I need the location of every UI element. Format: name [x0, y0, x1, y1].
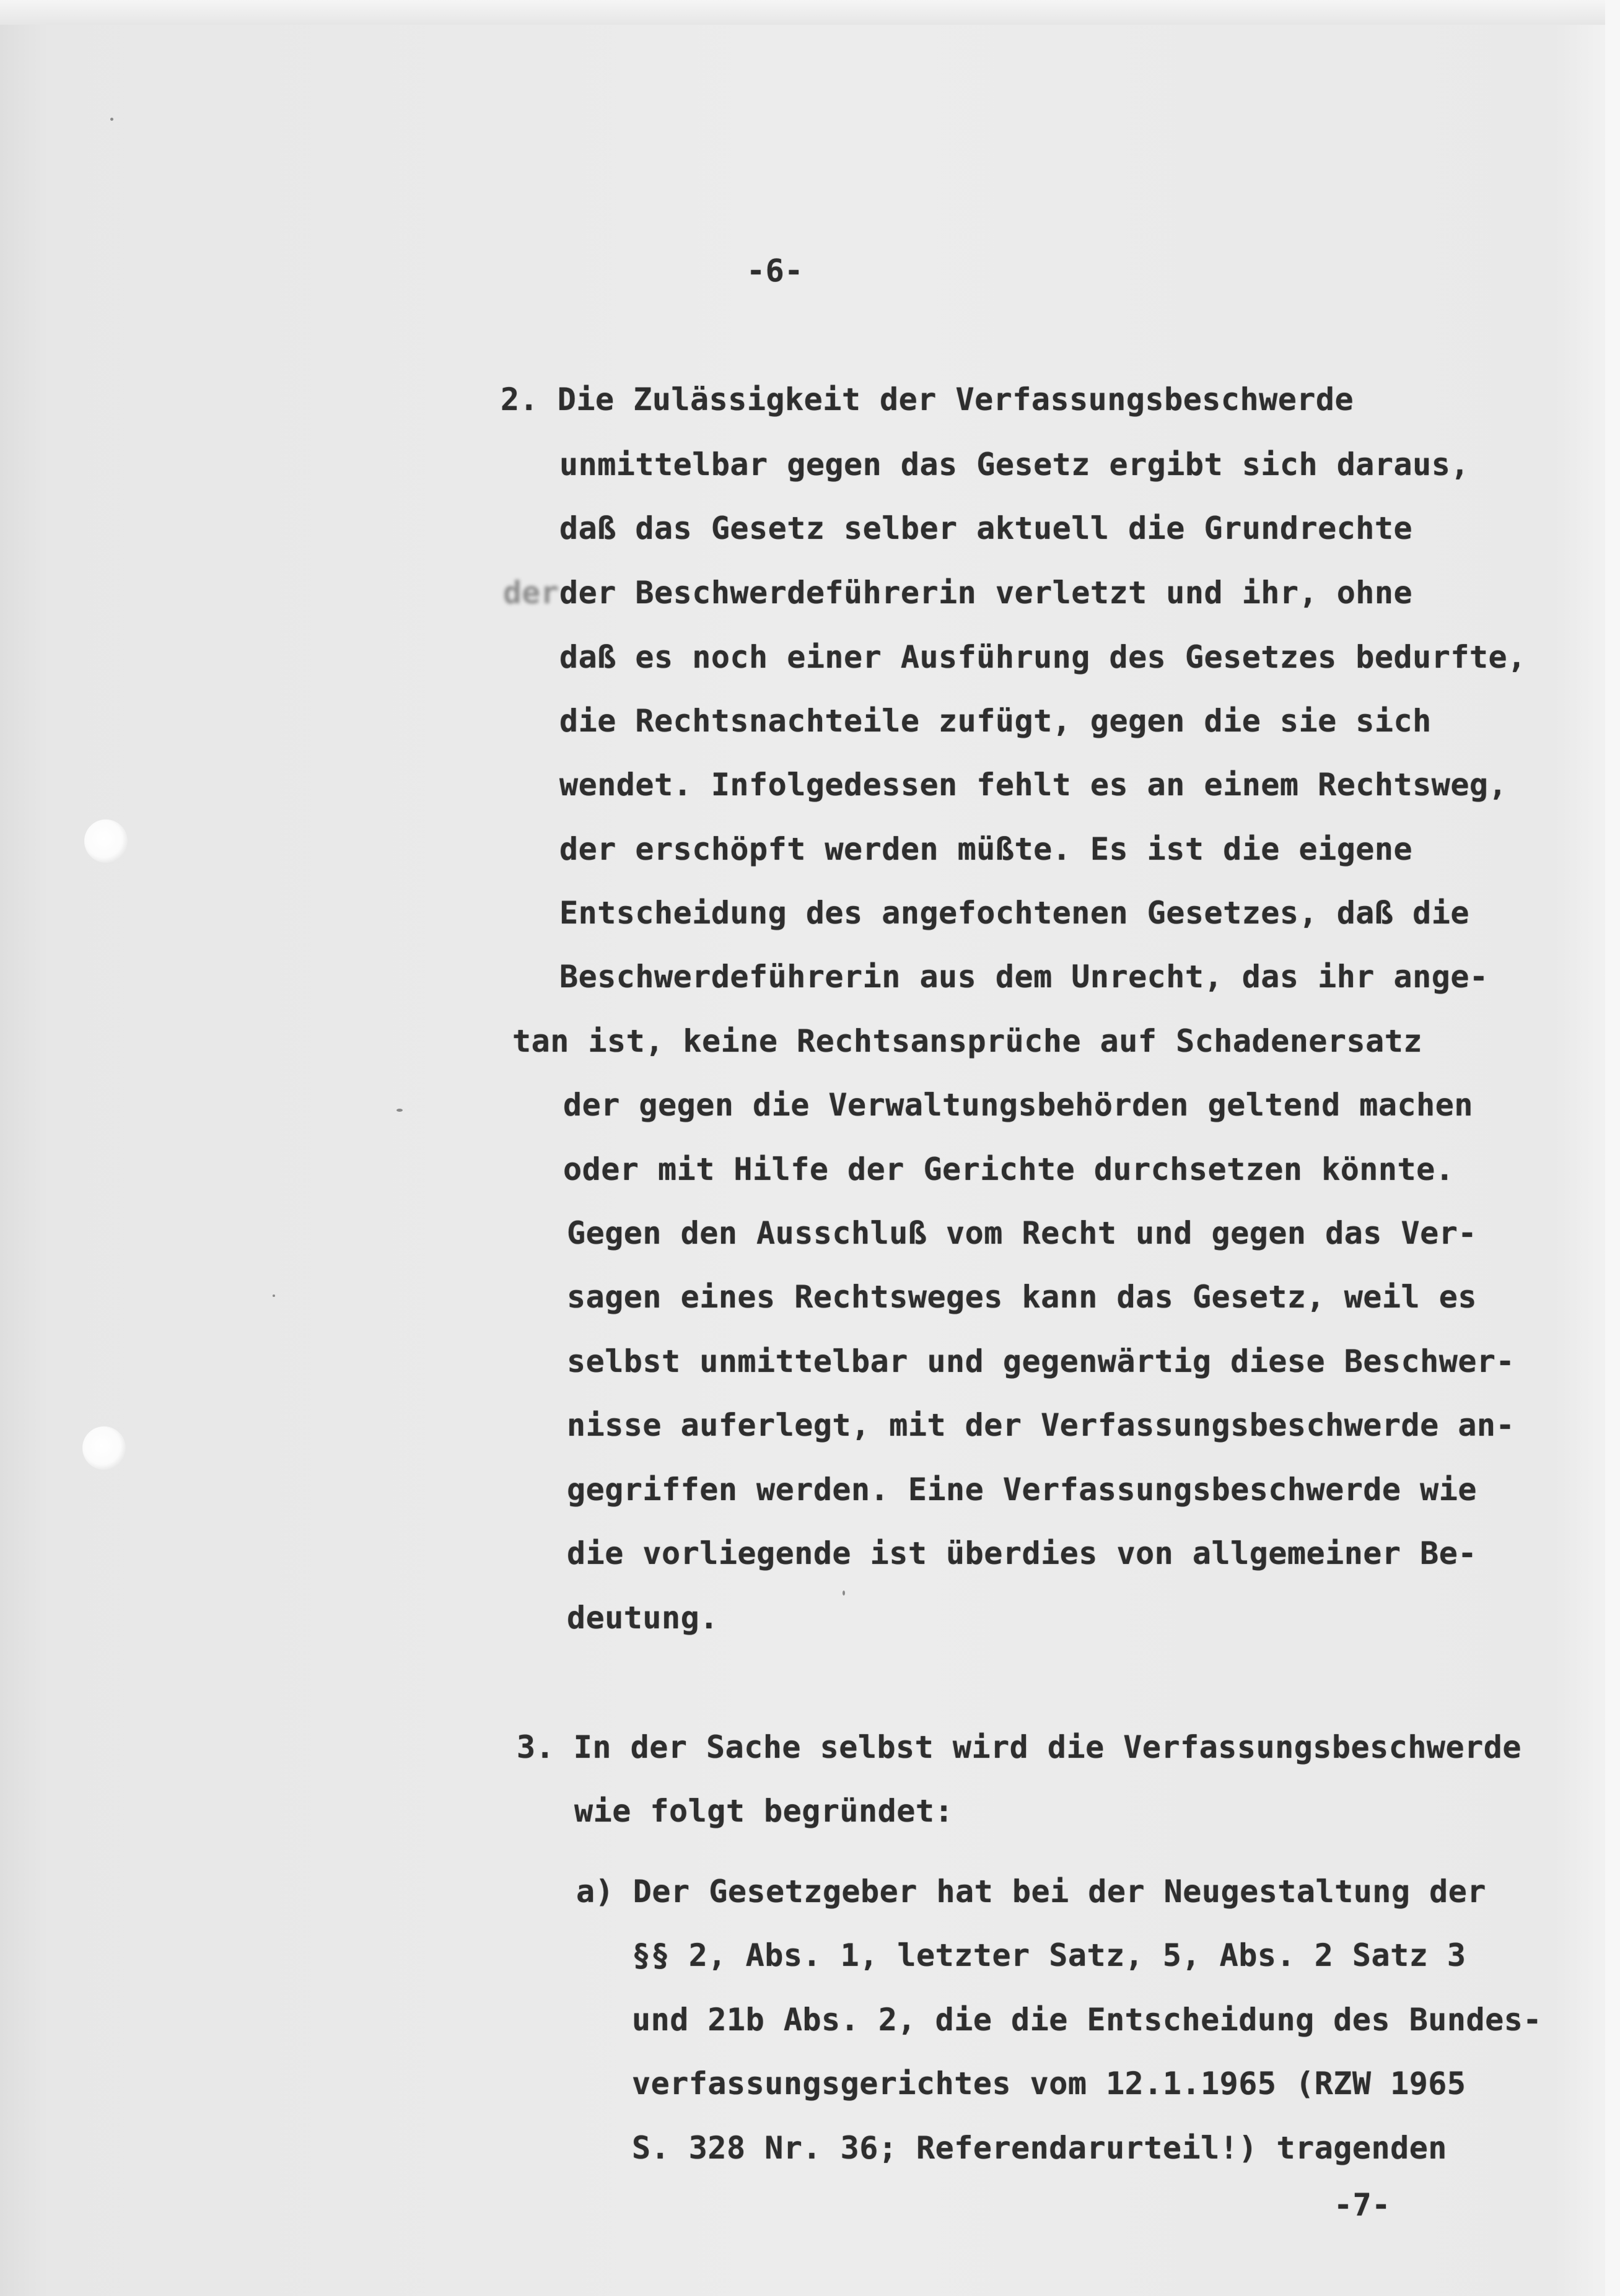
item2-line-10: Beschwerdeführerin aus dem Unrecht, das ihr ange-: [559, 959, 1489, 995]
item2-line-7: wendet. Infolgedessen fehlt es an einem Rechtsweg,: [559, 767, 1508, 803]
page-number: -6-: [747, 253, 803, 289]
item2-line-3: daß das Gesetz selber aktuell die Grundrechte: [559, 510, 1413, 546]
next-page-marker: -7-: [1334, 2187, 1391, 2223]
item2-line-17: nisse auferlegt, mit der Verfassungsbeschwerde an-: [567, 1407, 1515, 1443]
item2-line-8: der erschöpft werden müßte. Es ist die eigene: [559, 831, 1413, 867]
item2-line-1: 2. Die Zulässigkeit der Verfassungsbeschwerde: [501, 382, 1354, 417]
item2-line-13: oder mit Hilfe der Gerichte durchsetzen könnte.: [563, 1151, 1455, 1187]
smudged-duplicate-text: der: [503, 575, 559, 611]
item3a-line-4: verfassungsgerichtes vom 12.1.1965 (RZW 1965: [632, 2066, 1466, 2102]
item2-line-5: daß es noch einer Ausführung des Gesetzes bedurfte,: [559, 639, 1526, 675]
item2-line-11: tan ist, keine Rechtsansprüche auf Schadenersatz: [512, 1023, 1422, 1059]
item2-line-9: Entscheidung des angefochtenen Gesetzes, daß die: [559, 895, 1469, 931]
punch-hole-upper: [84, 819, 128, 863]
scan-speck: [273, 1294, 275, 1297]
item3a-line-2: §§ 2, Abs. 1, letzter Satz, 5, Abs. 2 Satz 3: [632, 1937, 1466, 1973]
item3a-line-1: a) Der Gesetzgeber hat bei der Neugestaltung der: [576, 1874, 1486, 1910]
item2-line-16: selbst unmittelbar und gegenwärtig diese Beschwer-: [567, 1343, 1515, 1379]
item2-line-20: deutung.: [567, 1600, 719, 1636]
page-right-edge: [1605, 0, 1620, 2296]
item2-line-15: sagen eines Rechtsweges kann das Gesetz, weil es: [567, 1279, 1477, 1315]
item2-line-19: die vorliegende ist überdies von allgemeiner Be-: [567, 1535, 1477, 1571]
item3-line-2: wie folgt begründet:: [574, 1793, 954, 1829]
item2-line-14: Gegen den Ausschluß vom Recht und gegen das Ver-: [567, 1215, 1477, 1251]
punch-hole-lower: [82, 1426, 126, 1470]
item2-line-12: der gegen die Verwaltungsbehörden geltend machen: [563, 1087, 1473, 1123]
item3a-line-3: und 21b Abs. 2, die die Entscheidung des Bundes-: [632, 2002, 1542, 2038]
scan-speck: [110, 118, 113, 121]
item2-line-6: die Rechtsnachteile zufügt, gegen die sie sich: [559, 703, 1432, 739]
item3-line-1: 3. In der Sache selbst wird die Verfassungsbeschwerde: [517, 1729, 1521, 1765]
item2-line-18: gegriffen werden. Eine Verfassungsbeschwerde wie: [567, 1472, 1477, 1508]
scan-speck: [843, 1591, 845, 1595]
item2-line-4: der Beschwerdeführerin verletzt und ihr, ohne: [559, 575, 1413, 611]
page-top-edge: [0, 0, 1620, 25]
item3a-line-5: S. 328 Nr. 36; Referendarurteil!) tragenden: [632, 2130, 1447, 2166]
scan-speck: [396, 1109, 403, 1112]
item2-line-2: unmittelbar gegen das Gesetz ergibt sich daraus,: [559, 447, 1469, 482]
